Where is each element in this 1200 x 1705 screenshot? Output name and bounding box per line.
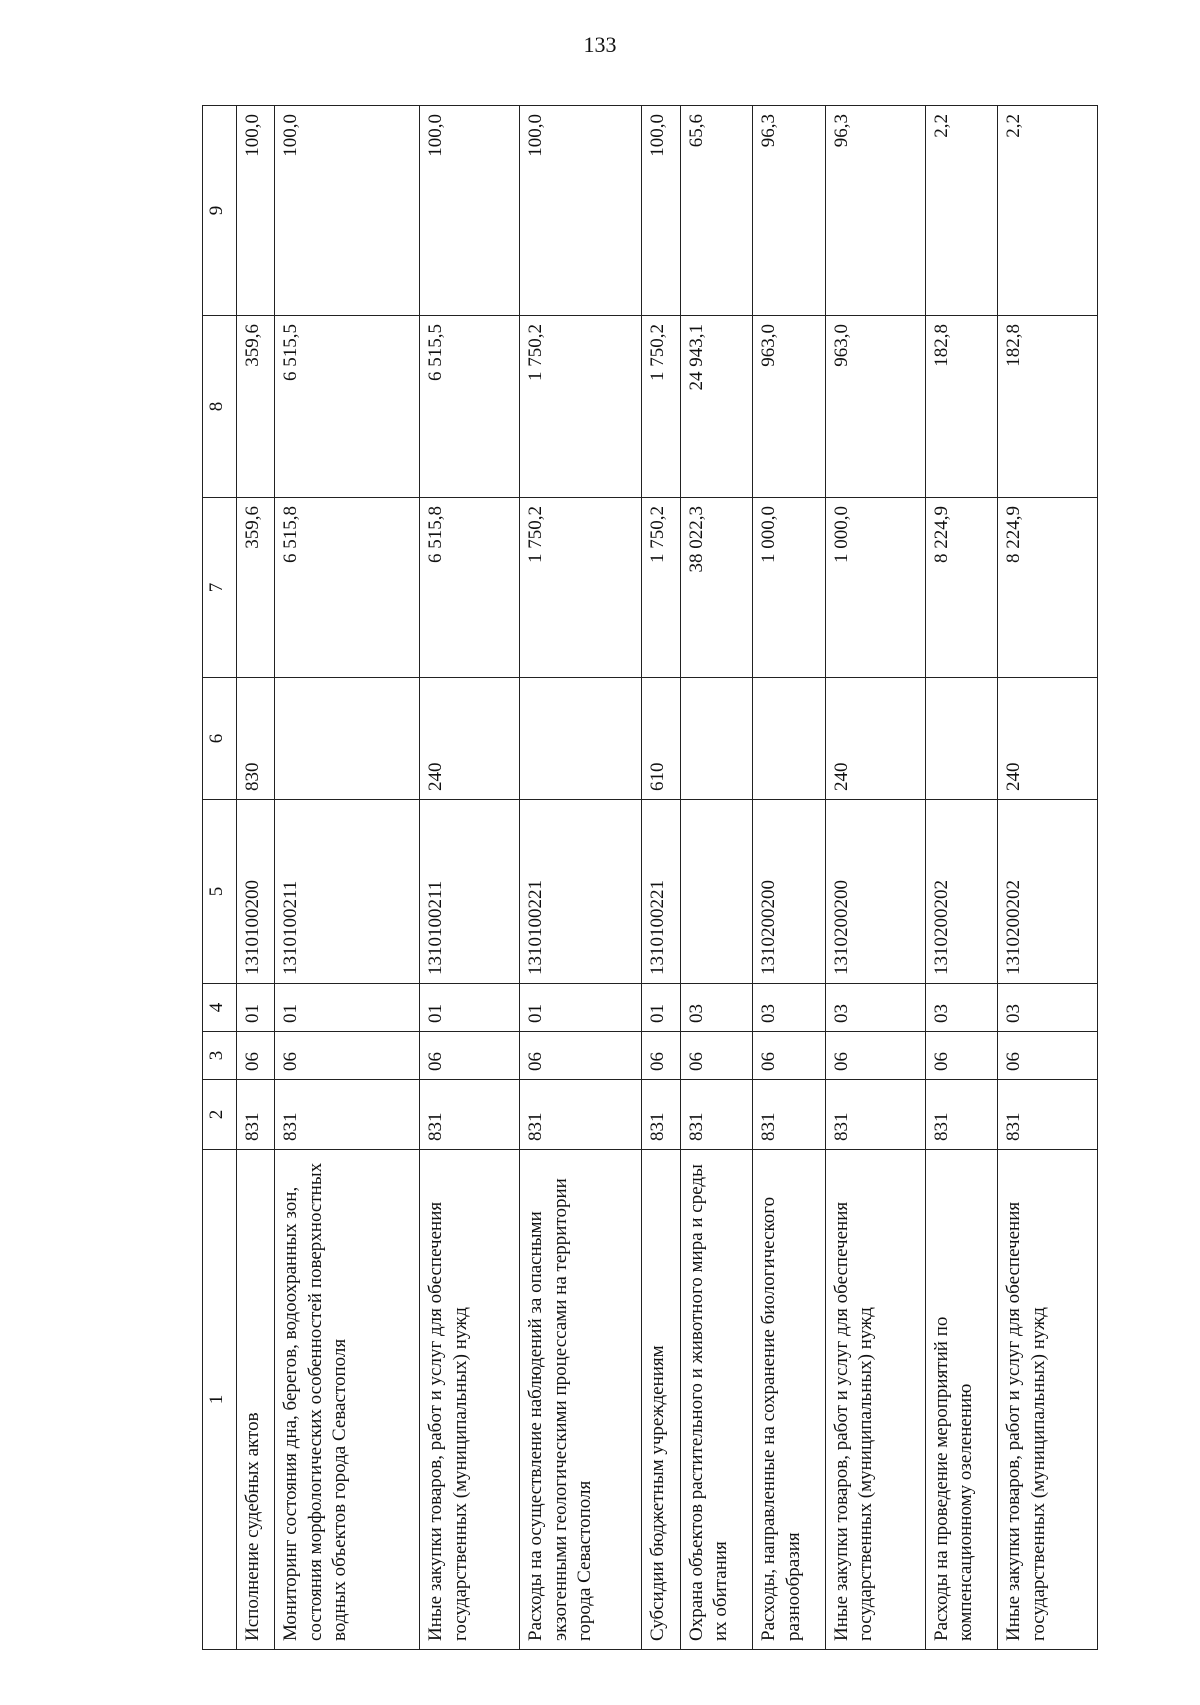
cell-col-5: 1310100200 — [236, 800, 274, 984]
cell-col-8: 182,8 — [998, 316, 1098, 498]
cell-col-6 — [925, 678, 998, 800]
cell-col-8: 24 943,1 — [680, 316, 753, 498]
table-row — [753, 106, 826, 1650]
cell-col-4: 01 — [274, 984, 419, 1032]
cell-col-9: 96,3 — [825, 106, 925, 316]
row-name-cell: Охрана объектов растительного и животного мира и среды их обитания — [680, 1150, 753, 1650]
cell-col-7: 359,6 — [236, 498, 274, 678]
cell-col-4: 03 — [825, 984, 925, 1032]
cell-col-6 — [753, 678, 826, 800]
cell-col-9: 100,0 — [274, 106, 419, 316]
header-cell: 8 — [203, 316, 237, 498]
cell-col-4: 03 — [680, 984, 753, 1032]
cell-col-8: 1 750,2 — [519, 316, 641, 498]
cell-col-8: 963,0 — [753, 316, 826, 498]
table-row — [680, 106, 753, 1650]
cell-col-8: 963,0 — [825, 316, 925, 498]
cell-col-7: 1 750,2 — [519, 498, 641, 678]
row-name-cell: Иные закупки товаров, работ и услуг для обеспечения государственных (муниципальных) нужд — [825, 1150, 925, 1650]
cell-col-6: 610 — [642, 678, 680, 800]
cell-col-7: 6 515,8 — [420, 498, 520, 678]
cell-col-4: 01 — [420, 984, 520, 1032]
cell-col-2: 831 — [519, 1080, 641, 1150]
cell-col-5: 1310200200 — [753, 800, 826, 984]
table-row — [274, 106, 419, 1650]
cell-col-6: 830 — [236, 678, 274, 800]
cell-col-2: 831 — [998, 1080, 1098, 1150]
row-name-cell: Расходы на проведение мероприятий по компенсационному озеленению — [925, 1150, 998, 1650]
cell-col-5: 1310200200 — [825, 800, 925, 984]
cell-col-5: 1310100221 — [642, 800, 680, 984]
header-cell: 2 — [203, 1080, 237, 1150]
budget-table — [202, 105, 1098, 1650]
table-row — [236, 106, 274, 1650]
cell-col-8: 182,8 — [925, 316, 998, 498]
cell-col-6: 240 — [998, 678, 1098, 800]
cell-col-3: 06 — [998, 1032, 1098, 1080]
cell-col-2: 831 — [420, 1080, 520, 1150]
cell-col-9: 2,2 — [925, 106, 998, 316]
row-name-cell: Мониторинг состояния дна, берегов, водоохранных зон, состояния морфологических особенностей поверхностных водных объектов города Севастополя — [274, 1150, 419, 1650]
cell-col-2: 831 — [680, 1080, 753, 1150]
cell-col-5: 1310100211 — [274, 800, 419, 984]
cell-col-2: 831 — [753, 1080, 826, 1150]
cell-col-3: 06 — [642, 1032, 680, 1080]
cell-col-4: 03 — [753, 984, 826, 1032]
rotated-table-frame — [202, 106, 1098, 1650]
cell-col-9: 100,0 — [642, 106, 680, 316]
cell-col-3: 06 — [925, 1032, 998, 1080]
header-cell: 4 — [203, 984, 237, 1032]
cell-col-4: 01 — [236, 984, 274, 1032]
cell-col-5: 1310100211 — [420, 800, 520, 984]
header-cell: 5 — [203, 800, 237, 984]
cell-col-6: 240 — [825, 678, 925, 800]
header-cell: 7 — [203, 498, 237, 678]
cell-col-2: 831 — [274, 1080, 419, 1150]
cell-col-4: 03 — [925, 984, 998, 1032]
cell-col-7: 1 000,0 — [825, 498, 925, 678]
table-row — [642, 106, 680, 1650]
cell-col-8: 1 750,2 — [642, 316, 680, 498]
cell-col-8: 6 515,5 — [420, 316, 520, 498]
cell-col-7: 6 515,8 — [274, 498, 419, 678]
table-row — [519, 106, 641, 1650]
row-name-cell: Иные закупки товаров, работ и услуг для обеспечения государственных (муниципальных) нужд — [420, 1150, 520, 1650]
cell-col-5: 1310200202 — [925, 800, 998, 984]
cell-col-5 — [680, 800, 753, 984]
cell-col-7: 8 224,9 — [925, 498, 998, 678]
cell-col-9: 100,0 — [519, 106, 641, 316]
header-cell: 1 — [203, 1150, 237, 1650]
header-cell: 3 — [203, 1032, 237, 1080]
table-row — [998, 106, 1098, 1650]
cell-col-4: 01 — [519, 984, 641, 1032]
cell-col-9: 96,3 — [753, 106, 826, 316]
table-row — [420, 106, 520, 1650]
table-row — [925, 106, 998, 1650]
cell-col-6 — [274, 678, 419, 800]
cell-col-2: 831 — [642, 1080, 680, 1150]
row-name-cell: Расходы на осуществление наблюдений за опасными экзогенными геологическими процессами на территории города Севастополя — [519, 1150, 641, 1650]
table-container — [202, 106, 1098, 1650]
cell-col-9: 100,0 — [236, 106, 274, 316]
row-name-cell: Расходы, направленные на сохранение биологического разнообразия — [753, 1150, 826, 1650]
cell-col-5: 1310100221 — [519, 800, 641, 984]
cell-col-4: 03 — [998, 984, 1098, 1032]
cell-col-6: 240 — [420, 678, 520, 800]
cell-col-9: 65,6 — [680, 106, 753, 316]
cell-col-6 — [519, 678, 641, 800]
header-cell: 6 — [203, 678, 237, 800]
cell-col-3: 06 — [420, 1032, 520, 1080]
cell-col-2: 831 — [825, 1080, 925, 1150]
cell-col-8: 6 515,5 — [274, 316, 419, 498]
cell-col-7: 38 022,3 — [680, 498, 753, 678]
cell-col-3: 06 — [825, 1032, 925, 1080]
table-row — [825, 106, 925, 1650]
cell-col-8: 359,6 — [236, 316, 274, 498]
cell-col-4: 01 — [642, 984, 680, 1032]
header-row — [203, 106, 237, 1650]
cell-col-3: 06 — [680, 1032, 753, 1080]
page-number: 133 — [583, 32, 617, 57]
cell-col-7: 1 750,2 — [642, 498, 680, 678]
cell-col-2: 831 — [236, 1080, 274, 1150]
cell-col-7: 8 224,9 — [998, 498, 1098, 678]
row-name-cell: Исполнение судебных актов — [236, 1150, 274, 1650]
row-name-cell: Иные закупки товаров, работ и услуг для обеспечения государственных (муниципальных) нужд — [998, 1150, 1098, 1650]
cell-col-2: 831 — [925, 1080, 998, 1150]
cell-col-6 — [680, 678, 753, 800]
cell-col-3: 06 — [753, 1032, 826, 1080]
cell-col-3: 06 — [274, 1032, 419, 1080]
cell-col-9: 100,0 — [420, 106, 520, 316]
cell-col-5: 1310200202 — [998, 800, 1098, 984]
cell-col-3: 06 — [519, 1032, 641, 1080]
cell-col-3: 06 — [236, 1032, 274, 1080]
row-name-cell: Субсидии бюджетным учреждениям — [642, 1150, 680, 1650]
header-cell: 9 — [203, 106, 237, 316]
cell-col-7: 1 000,0 — [753, 498, 826, 678]
cell-col-9: 2,2 — [998, 106, 1098, 316]
